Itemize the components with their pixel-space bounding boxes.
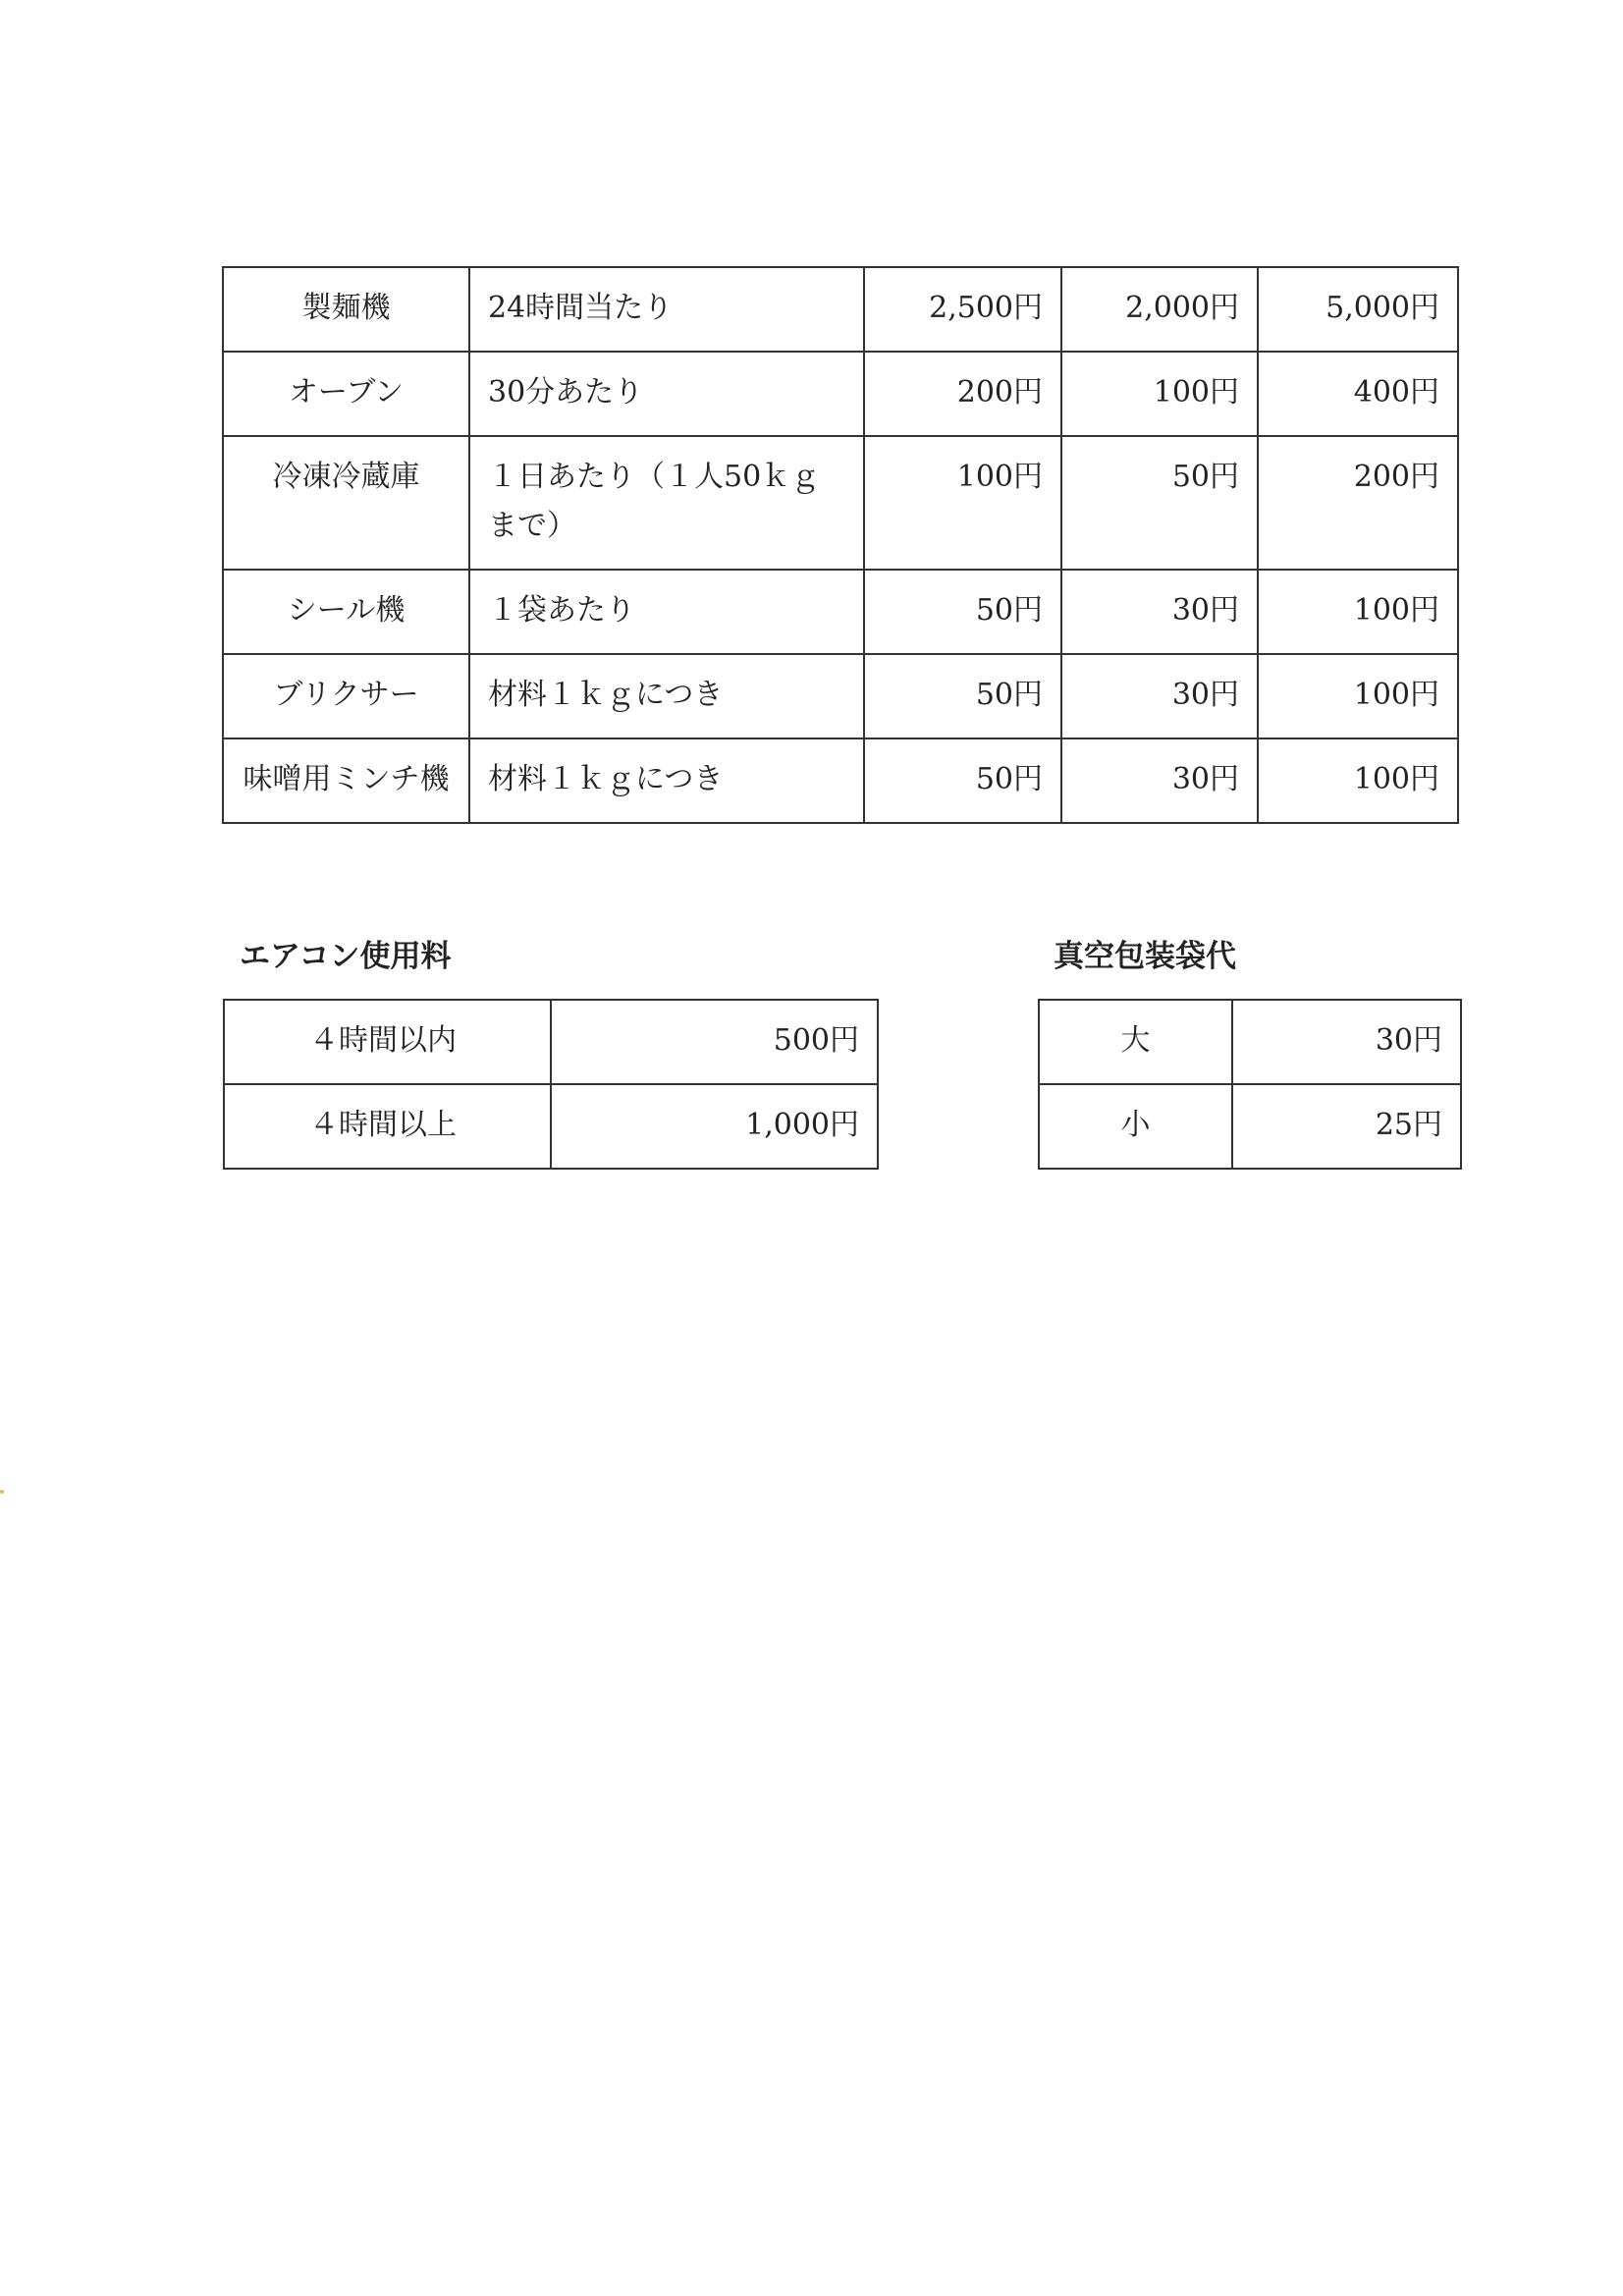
usage-unit-cell: １袋あたり	[469, 570, 864, 654]
usage-unit-cell: 30分あたり	[469, 352, 864, 436]
price-cell: 50円	[864, 738, 1061, 823]
table-row	[223, 352, 1458, 436]
bag-size-cell: 小	[1039, 1084, 1232, 1169]
table-row	[223, 436, 1458, 570]
price-cell: 50円	[1061, 436, 1258, 570]
price-cell: 2,500円	[864, 267, 1061, 352]
vacuum-bag-fee-title: 真空包装袋代	[1054, 939, 1236, 974]
equipment-name-cell: シール機	[223, 570, 469, 654]
price-cell: 25円	[1232, 1084, 1461, 1169]
usage-unit-cell: １日あたり（１人50ｋｇまで）	[469, 436, 864, 570]
usage-unit-cell: 24時間当たり	[469, 267, 864, 352]
price-cell: 30円	[1232, 1000, 1461, 1084]
usage-unit-cell: 材料１ｋｇにつき	[469, 654, 864, 738]
bag-size-cell: 大	[1039, 1000, 1232, 1084]
vacuum-bag-fee-table	[1038, 999, 1462, 1170]
price-cell: 100円	[1258, 738, 1458, 823]
price-cell: 100円	[1258, 570, 1458, 654]
equipment-name-cell: オーブン	[223, 352, 469, 436]
price-cell: 500円	[551, 1000, 878, 1084]
table-row	[223, 654, 1458, 738]
price-cell: 200円	[1258, 436, 1458, 570]
price-cell: 1,000円	[551, 1084, 878, 1169]
price-cell: 50円	[864, 654, 1061, 738]
table-row	[224, 1084, 878, 1169]
usage-unit-cell: 材料１ｋｇにつき	[469, 738, 864, 823]
equipment-name-cell: 冷凍冷蔵庫	[223, 436, 469, 570]
price-cell: 30円	[1061, 738, 1258, 823]
price-cell: 200円	[864, 352, 1061, 436]
table-row	[224, 1000, 878, 1084]
table-row	[223, 570, 1458, 654]
price-cell: 50円	[864, 570, 1061, 654]
price-cell: 30円	[1061, 570, 1258, 654]
table-row	[1039, 1084, 1461, 1169]
aircon-fee-title: エアコン使用料	[240, 939, 452, 974]
price-cell: 5,000円	[1258, 267, 1458, 352]
price-cell: 100円	[864, 436, 1061, 570]
equipment-name-cell: ブリクサー	[223, 654, 469, 738]
aircon-fee-table	[223, 999, 879, 1170]
equipment-name-cell: 製麺機	[223, 267, 469, 352]
duration-cell: ４時間以上	[224, 1084, 551, 1169]
price-cell: 100円	[1061, 352, 1258, 436]
table-row	[223, 738, 1458, 823]
price-cell: 30円	[1061, 654, 1258, 738]
table-row	[1039, 1000, 1461, 1084]
equipment-name-cell: 味噌用ミンチ機	[223, 738, 469, 823]
scan-speck	[0, 1490, 4, 1494]
duration-cell: ４時間以内	[224, 1000, 551, 1084]
price-cell: 2,000円	[1061, 267, 1258, 352]
table-row	[223, 267, 1458, 352]
price-cell: 400円	[1258, 352, 1458, 436]
price-cell: 100円	[1258, 654, 1458, 738]
equipment-fee-table	[222, 266, 1459, 824]
